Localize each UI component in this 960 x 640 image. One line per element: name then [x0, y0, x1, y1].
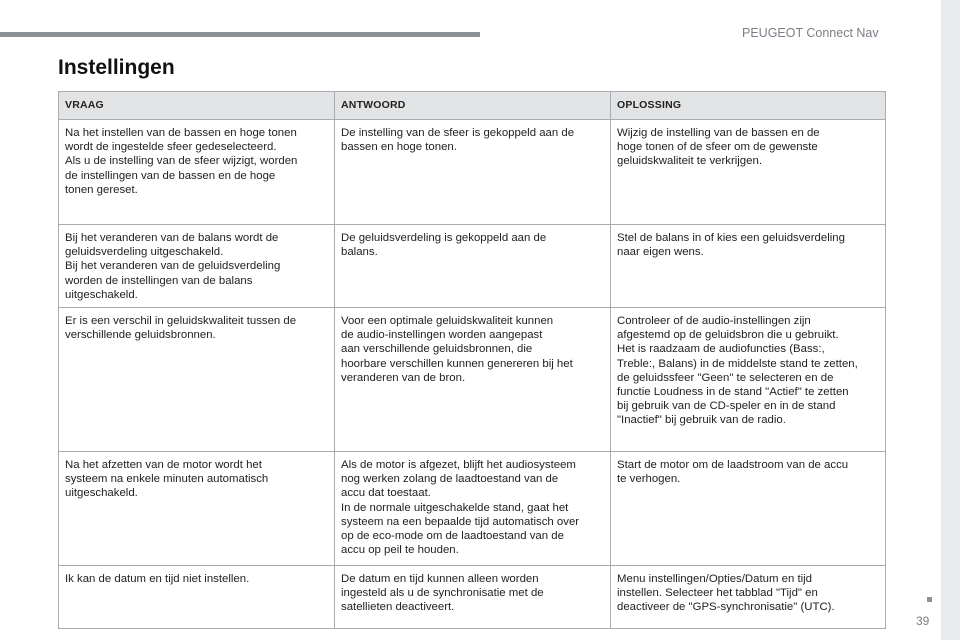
question-cell: [59, 452, 335, 566]
question-text: Ik kan de datum en tijd niet instellen.: [65, 573, 250, 585]
table-row: [59, 452, 886, 566]
question-cell: [59, 225, 335, 308]
page-number: 39: [916, 614, 930, 628]
solution-text: Controleer of de audio-instellingen zijn afgestemd op de geluidsbron die u gebruikt. Het is raadzaam de audiofuncties (Bass:, Treble:, Balans) in de middelste stand te zetten, de geluidssfeer "Geen" te selecteren en de functie Loudness in de stand "Actief" te zetten bij gebruik van de CD-speler en in de stand "Inactief" bij gebruik van de radio.: [617, 315, 858, 427]
column-header-question: VRAAG: [59, 92, 335, 120]
answer-cell: [335, 452, 611, 566]
solution-text: Stel de balans in of kies een geluidsverdeling naar eigen wens.: [617, 232, 845, 259]
answer-text: De geluidsverdeling is gekoppeld aan de balans.: [341, 232, 547, 259]
solution-text: Start de motor om de laadstroom van de accu te verhogen.: [617, 459, 849, 486]
solution-cell: [611, 566, 886, 629]
question-text: Na het afzetten van de motor wordt het systeem na enkele minuten automatisch uitgeschakeld.: [65, 459, 269, 500]
header-rule: [0, 32, 480, 37]
solution-cell: [611, 120, 886, 225]
table-row: [59, 566, 886, 629]
solution-text: Wijzig de instelling van de bassen en de hoge tonen of de sfeer om de gewenste geluidskwaliteit te verkrijgen.: [617, 127, 820, 168]
answer-text: Voor een optimale geluidskwaliteit kunnen de audio-instellingen worden aangepast aan verschillende geluidsbronnen, die hoorbare verschillen kunnen genereren bij het veranderen van de bron.: [341, 315, 573, 384]
column-header-solution: OPLOSSING: [611, 92, 886, 120]
answer-cell: [335, 566, 611, 629]
continuation-marker: [927, 597, 932, 602]
brand-label: PEUGEOT Connect Nav: [742, 26, 879, 40]
answer-cell: [335, 225, 611, 308]
question-cell: [59, 120, 335, 225]
solution-cell: [611, 452, 886, 566]
question-text: Na het instellen van de bassen en hoge tonen wordt de ingestelde sfeer gedeselecteerd. Als u de instelling van de sfeer wijzigt, worden de instellingen van de bassen en de hoge tonen gereset.: [65, 127, 298, 196]
answer-cell: [335, 120, 611, 225]
table-row: [59, 308, 886, 452]
answer-text: Als de motor is afgezet, blijft het audiosysteem nog werken zolang de laadtoestand van de accu dat toestaat. In de normale uitgeschakelde stand, gaat het systeem na een bepaalde tijd automatisch over op de eco-mode om de laadtoestand van de accu op peil te houden.: [341, 459, 580, 557]
solution-cell: [611, 225, 886, 308]
question-text: Er is een verschil in geluidskwaliteit tussen de verschillende geluidsbronnen.: [65, 315, 297, 342]
question-cell: [59, 566, 335, 629]
answer-cell: [335, 308, 611, 452]
answer-text: De instelling van de sfeer is gekoppeld aan de bassen en hoge tonen.: [341, 127, 575, 154]
troubleshooting-table: [58, 91, 886, 629]
table-row: [59, 225, 886, 308]
question-cell: [59, 308, 335, 452]
question-text: Bij het veranderen van de balans wordt de geluidsverdeling uitgeschakeld. Bij het veranderen van de geluidsverdeling worden de instellingen van de balans uitgeschakeld.: [65, 232, 281, 301]
solution-cell: [611, 308, 886, 452]
column-header-answer: ANTWOORD: [335, 92, 611, 120]
table-row: [59, 120, 886, 225]
table-header-row: [59, 92, 886, 120]
page-margin-strip: [941, 0, 960, 640]
solution-text: Menu instellingen/Opties/Datum en tijd instellen. Selecteer het tabblad "Tijd" en deactiveer de "GPS-synchronisatie" (UTC).: [617, 573, 835, 614]
page-title: Instellingen: [58, 56, 175, 79]
answer-text: De datum en tijd kunnen alleen worden ingesteld als u de synchronisatie met de satellieten deactiveert.: [341, 573, 544, 614]
